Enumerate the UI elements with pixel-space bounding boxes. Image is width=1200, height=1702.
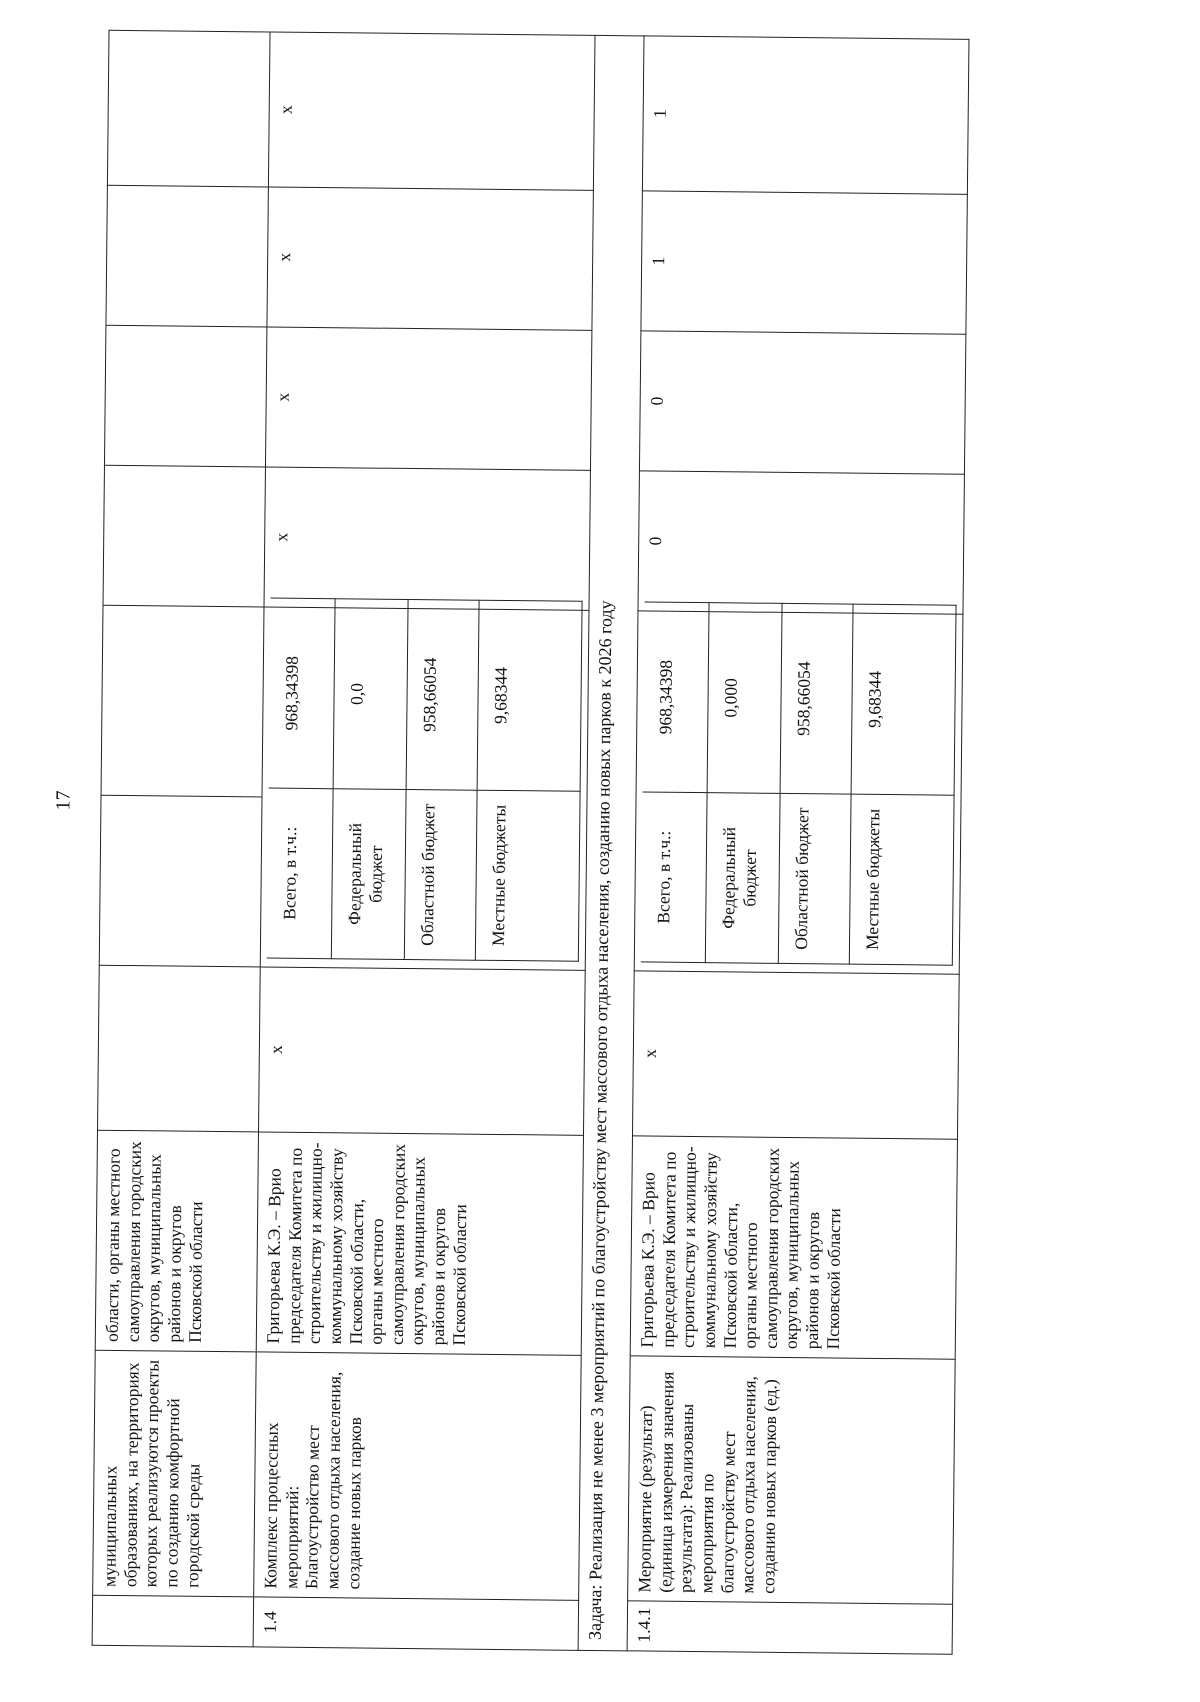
continuation-responsible: области, органы местного самоуправления городских округов, муниципальных районов и округов Псковской области [95,1130,258,1352]
source-total-label: Всего, в т.ч.: [267,788,333,959]
row-name: Мероприятие (результат) (единица измерения значения результата): Реализованы мероприятия по благоустройству мест массового отдыха населения, созданию новых парков (ед.) [628,1356,956,1604]
source-federal-label: Федеральный бюджет [705,793,780,964]
value-year-4: x [268,32,595,190]
amount-federal: 0,000 [707,603,782,794]
value-year-4: 1 [642,36,969,194]
continuation-row [92,30,270,1647]
amount-total: 968,34398 [643,602,709,793]
funding-block [260,607,589,970]
value-year-3: 1 [641,191,967,334]
amount-federal: 0,0 [333,599,408,790]
row-term: x [632,971,959,1139]
value-year-2: x [265,327,591,470]
amount-local: 9,68344 [851,604,956,795]
value-year-1: 0 [638,471,964,614]
row-number: 1.4 [253,1597,579,1650]
value-year-1: x [264,467,590,610]
source-regional-label: Областной бюджет [778,793,851,964]
value-year-2: 0 [639,331,965,474]
value-year-3: x [267,187,593,330]
task-text: Задача: Реализация не менее 3 мероприятий по благоустройству мест массового отдыха населения, созданию новых парков к 2026 году [578,35,644,1650]
program-table [92,30,970,1655]
table-row-1-4-1 [627,36,969,1654]
source-local-label: Местные бюджеты [849,794,954,965]
funding-block [634,611,963,974]
source-local-label: Местные бюджеты [475,790,580,961]
row-term: x [259,967,586,1135]
source-regional-label: Областной бюджет [404,789,477,960]
source-federal-label: Федеральный бюджет [331,789,406,960]
row-responsible: Григорьева К.Э. – Врио председателя Комитета по строительству и жилищно-коммунальному хозяйству Псковской области, органы местного самоуправления городских округов, муниципальных районов и округов Псковской области [256,1132,583,1355]
amount-total: 968,34398 [269,598,335,789]
amount-regional: 958,66054 [780,603,853,794]
table-row-1-4 [253,32,595,1650]
page-number: 17 [52,790,75,811]
row-responsible: Григорьева К.Э. – Врио председателя Комитета по строительству и жилищно-коммунальному хозяйству Псковской области, органы местного самоуправления городских округов, муниципальных районов и округов Псковской области [630,1136,957,1359]
row-name: Комплекс процессных мероприятий: Благоустройство мест массового отдыха населения, создание новых парков [254,1352,582,1600]
amount-regional: 958,66054 [406,599,479,790]
continuation-name: муниципальных образованиях, на территориях которых реализуются проекты по созданию комфортной городской среды [93,1350,257,1597]
amount-local: 9,68344 [477,600,582,791]
row-number: 1.4.1 [627,1601,953,1654]
source-total-label: Всего, в т.ч.: [641,792,707,963]
